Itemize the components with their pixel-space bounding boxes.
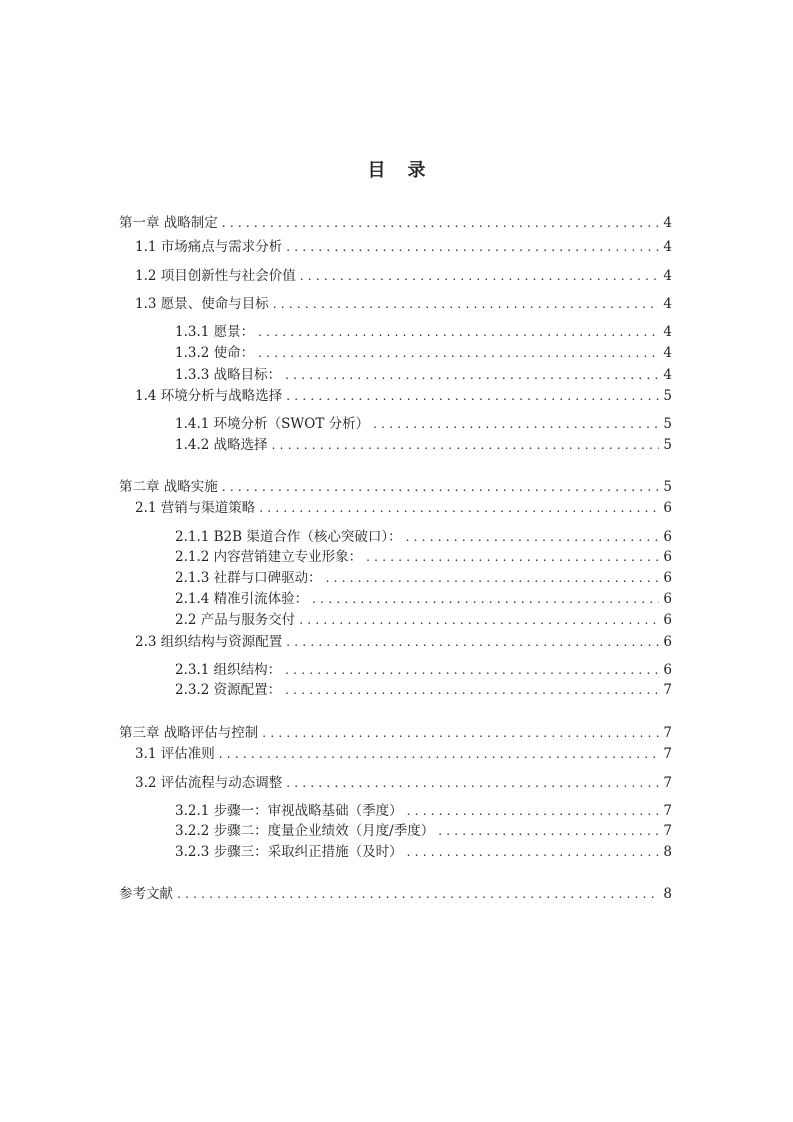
toc-entry-title: 1.4.2 战略选择 [175, 437, 268, 453]
toc-entry-title: 2.1.1 B2B 渠道合作（核心突破口）： [175, 529, 402, 545]
toc-page-number: 6 [663, 549, 672, 565]
toc-entry[interactable] [135, 745, 672, 763]
toc-entry-title: 第一章 战略制定 [119, 215, 218, 231]
toc-entry[interactable] [175, 822, 672, 840]
toc-entry[interactable] [175, 802, 672, 820]
dot-leader [285, 681, 659, 699]
toc-entry[interactable] [175, 681, 672, 699]
toc-page-number: 5 [663, 437, 672, 453]
toc-page-number: 4 [663, 215, 672, 231]
toc-entry[interactable] [175, 366, 672, 384]
dot-leader [407, 843, 660, 861]
toc-entry[interactable] [135, 267, 672, 285]
toc-entry[interactable] [135, 295, 672, 313]
dot-leader [373, 415, 659, 433]
toc-page-number: 6 [663, 570, 672, 586]
toc-entry[interactable] [135, 499, 672, 517]
toc-page-number: 8 [663, 844, 672, 860]
toc-entry[interactable] [119, 724, 672, 742]
toc-entry-title: 1.1 市场痛点与需求分析 [135, 239, 283, 255]
toc-page-number: 6 [663, 612, 672, 628]
dot-leader [366, 548, 659, 566]
toc-entry-title: 3.1 评估准则 [135, 746, 215, 762]
toc-entry-title: 第二章 战略实施 [119, 479, 218, 495]
toc-entry-title: 2.1.2 内容营销建立专业形象： [175, 549, 363, 565]
dot-leader [262, 724, 659, 742]
toc-entry-title: 3.2 评估流程与动态调整 [135, 775, 283, 791]
toc-page-number: 8 [663, 886, 672, 902]
dot-leader [258, 344, 659, 362]
toc-entry-title: 1.3.3 战略目标： [175, 367, 282, 383]
toc-page-number: 4 [663, 324, 672, 340]
toc-page-number: 7 [663, 775, 672, 791]
dot-leader [285, 661, 659, 679]
toc-entry-title: 1.3.2 使命： [175, 345, 255, 361]
toc-page-number: 7 [663, 682, 672, 698]
toc-entry-title: 1.3.1 愿景： [175, 324, 255, 340]
dot-leader [286, 774, 659, 792]
toc-entry[interactable] [175, 528, 672, 546]
toc-entry[interactable] [175, 344, 672, 362]
toc-entry-title: 1.4 环境分析与战略选择 [135, 388, 283, 404]
toc-entry-title: 2.3.2 资源配置： [175, 682, 282, 698]
toc-entry[interactable] [175, 323, 672, 341]
toc-page-number: 4 [663, 345, 672, 361]
toc-entry[interactable] [175, 569, 672, 587]
toc-entry-title: 2.3.1 组织结构： [175, 662, 282, 678]
dot-leader [258, 323, 659, 341]
dot-leader [222, 214, 660, 232]
toc-page-number: 4 [663, 367, 672, 383]
toc-entry-title: 2.2 产品与服务交付 [175, 612, 296, 628]
dot-leader [222, 478, 660, 496]
dot-leader [312, 590, 659, 608]
toc-page-number: 4 [663, 296, 672, 312]
dot-leader [300, 267, 660, 285]
dot-leader [272, 436, 660, 454]
toc-entry-title: 3.2.1 步骤一：审视战略基础（季度） [175, 803, 403, 819]
toc-entry-title: 2.1.4 精准引流体验： [175, 591, 309, 607]
toc-title: 目录 [367, 160, 448, 181]
toc-page-number: 6 [663, 662, 672, 678]
toc-entry[interactable] [175, 843, 672, 861]
toc-entry-title: 参考文献 [119, 886, 173, 902]
dot-leader [326, 569, 660, 587]
dot-leader [407, 802, 660, 820]
toc-entry-title: 第三章 战略评估与控制 [119, 725, 259, 741]
dot-leader [406, 528, 660, 546]
toc-page-number: 7 [663, 746, 672, 762]
toc-entry[interactable] [119, 478, 672, 496]
dot-leader [259, 499, 659, 517]
dot-leader [286, 238, 659, 256]
toc-page-number: 6 [663, 529, 672, 545]
dot-leader [285, 366, 659, 384]
toc-page-number: 7 [663, 725, 672, 741]
toc-page-number: 7 [663, 823, 672, 839]
toc-page-number: 6 [663, 591, 672, 607]
toc-entry[interactable] [175, 611, 672, 629]
toc-page-number: 4 [663, 268, 672, 284]
dot-leader [177, 885, 659, 903]
dot-leader [286, 633, 659, 651]
toc-entry[interactable] [119, 214, 672, 232]
toc-entry[interactable] [135, 774, 672, 792]
toc-entry[interactable] [135, 633, 672, 651]
toc-page-number: 4 [663, 239, 672, 255]
toc-page-number: 5 [663, 479, 672, 495]
toc-entry-title: 2.1.3 社群与口碑驱动： [175, 570, 322, 586]
dot-leader [273, 295, 660, 313]
toc-entry-title: 1.3 愿景、使命与目标 [135, 296, 269, 312]
toc-entry-title: 1.4.1 环境分析（SWOT 分析） [175, 416, 370, 432]
toc-entry[interactable] [175, 415, 672, 433]
toc-page-number: 5 [663, 416, 672, 432]
dot-leader [438, 822, 659, 840]
toc-entry-title: 1.2 项目创新性与社会价值 [135, 268, 296, 284]
dot-leader [219, 745, 660, 763]
toc-entry-title: 3.2.2 步骤二：度量企业绩效（月度/季度） [175, 823, 435, 839]
toc-entry[interactable] [175, 436, 672, 454]
toc-entry-title: 2.3 组织结构与资源配置 [135, 634, 283, 650]
toc-entry-title: 3.2.3 步骤三：采取纠正措施（及时） [175, 844, 403, 860]
toc-page-number: 6 [663, 500, 672, 516]
toc-page-number: 6 [663, 634, 672, 650]
toc-entry[interactable] [175, 661, 672, 679]
toc-entry[interactable] [135, 387, 672, 405]
toc-entry-title: 2.1 营销与渠道策略 [135, 500, 256, 516]
toc-entry[interactable] [175, 548, 672, 566]
toc-page-number: 5 [663, 388, 672, 404]
dot-leader [299, 611, 659, 629]
toc-entry[interactable] [175, 590, 672, 608]
toc-entry[interactable] [135, 238, 672, 256]
toc-entry[interactable] [119, 885, 672, 903]
toc-page-number: 7 [663, 803, 672, 819]
dot-leader [286, 387, 659, 405]
